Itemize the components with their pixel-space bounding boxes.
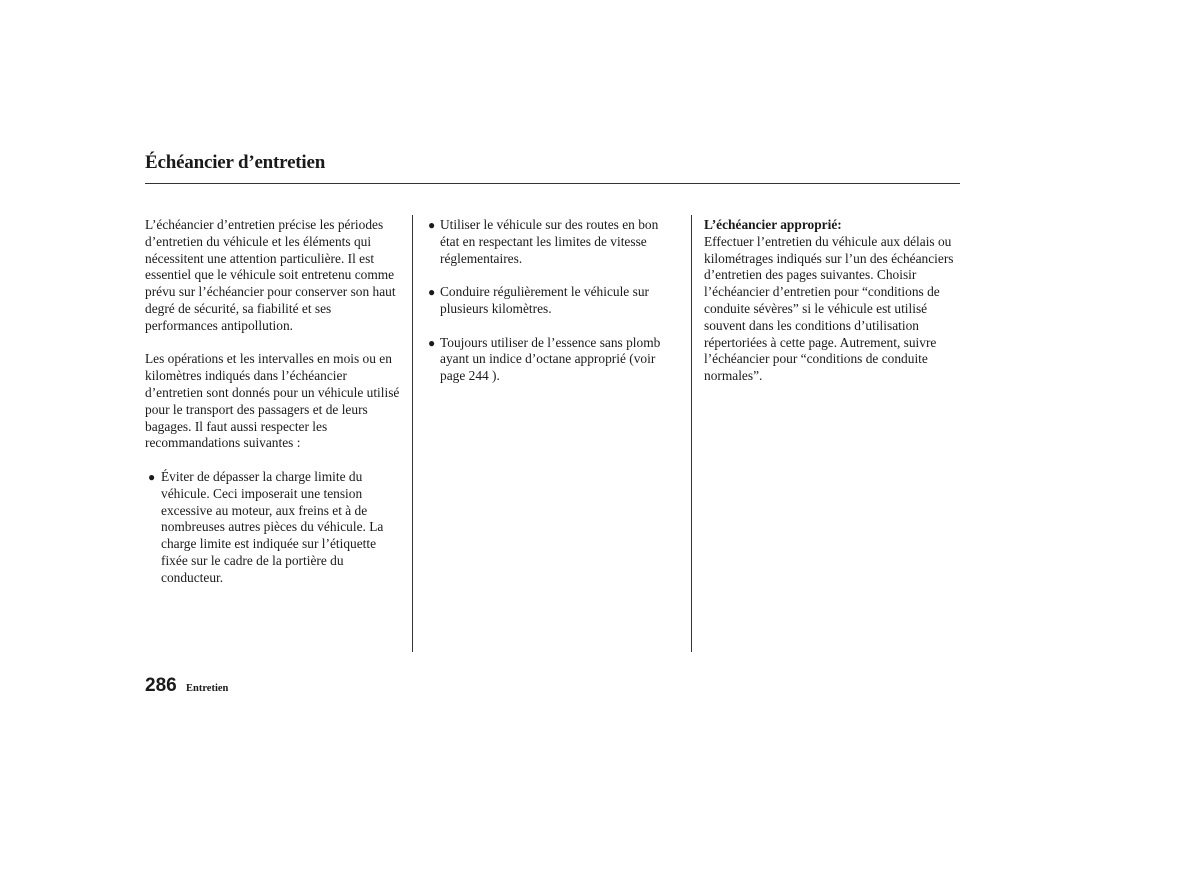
page-number: 286 <box>145 675 177 696</box>
intro-paragraph: L’échéancier d’entretien précise les périodes d’entretien du véhicule et les éléments qui nécessitent une attention particulière. Il est essentiel que le véhicule soit entretenu comme prévu sur l’échéancier pour conserver son haut degré de sécurité, sa fiabilité et ses performances antipollution. <box>145 217 396 333</box>
column-1 <box>145 217 403 587</box>
list-item-text: Toujours utiliser de l’essence sans plomb ayant un indice d’octane approprié (voir page 244 ). <box>440 334 661 384</box>
column-divider <box>412 215 413 652</box>
bullet-icon: ● <box>428 285 436 300</box>
footer-section-label: Entretien <box>186 683 229 694</box>
column-divider <box>691 215 692 652</box>
list-item-text: Utiliser le véhicule sur des routes en bon état en respectant les limites de vitesse réglementaires. <box>440 217 659 266</box>
list-item-text: Conduire régulièrement le véhicule sur plusieurs kilomètres. <box>440 284 649 316</box>
schedule-paragraph: Effectuer l’entretien du véhicule aux délais ou kilométrages indiqués sur l’un des échéanciers d’entretien des pages suivantes. Choisir l’échéancier d’entretien pour “conditions de conduite sévères” si le véhicule est utilisé souvent dans les conditions d’utilisation répertoriées à cette page. Autrement, suivre l’échéancier pour “conditions de conduite normales”. <box>704 233 954 384</box>
bullet-icon: ● <box>148 469 156 484</box>
list-item <box>428 217 678 267</box>
list-item <box>428 335 678 385</box>
list-item <box>428 284 678 318</box>
list-item <box>145 469 403 587</box>
page-title: Échéancier d’entretien <box>145 152 326 173</box>
column-2 <box>428 217 678 385</box>
column-3 <box>704 217 959 385</box>
title-divider <box>145 183 960 184</box>
recommendations-paragraph: Les opérations et les intervalles en mois ou en kilomètres indiqués dans l’échéancier d’entretien sont donnés pour un véhicule utilisé pour le transport des passagers et de leurs bagages. Il faut aussi respecter les recommandations suivantes : <box>145 351 400 451</box>
section-subheading: L’échéancier approprié: <box>704 217 842 232</box>
list-item-text: Éviter de dépasser la charge limite du véhicule. Ceci imposerait une tension excessive au moteur, aux freins et à de nombreuses autres pièces du véhicule. La charge limite est indiquée sur l’étiquette fixée sur le cadre de la portière du conducteur. <box>161 468 384 585</box>
bullet-icon: ● <box>428 218 436 232</box>
bullet-icon: ● <box>428 335 436 350</box>
